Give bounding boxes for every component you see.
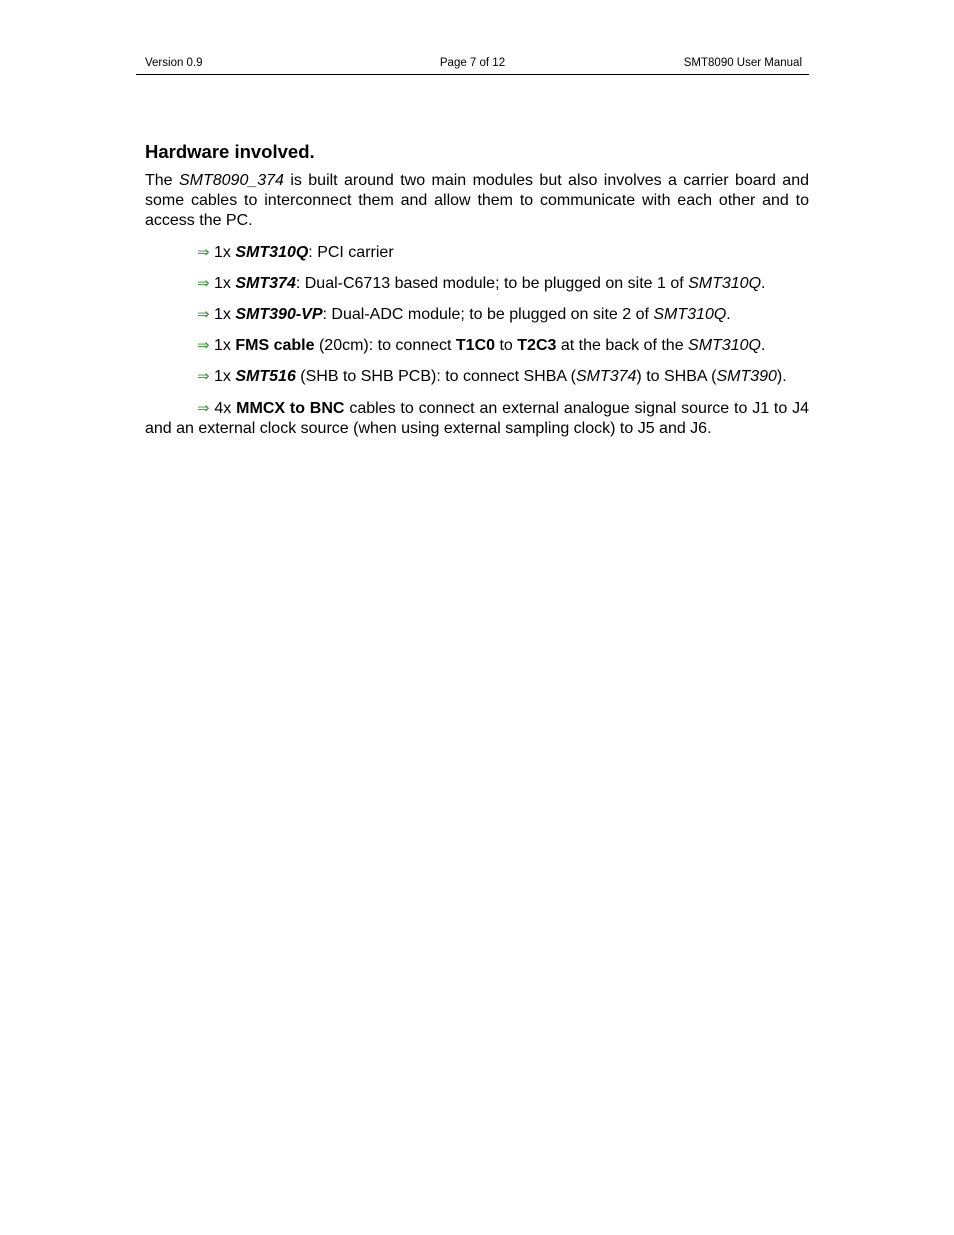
header-version: Version 0.9 <box>145 57 203 69</box>
header-page-number: Page 7 of 12 <box>439 57 506 69</box>
item-text: : PCI carrier <box>308 243 394 261</box>
item-quantity: 1x <box>209 337 236 355</box>
arrow-icon: ⇒ <box>197 336 210 355</box>
item-reference: SMT374 <box>575 368 637 386</box>
item-name: SMT390-VP <box>235 306 323 324</box>
item-name: SMT516 <box>235 368 296 386</box>
item-name: MMCX to BNC <box>236 399 345 417</box>
item-text: (20cm): to connect <box>314 337 456 355</box>
item-text: . <box>726 306 731 324</box>
item-quantity: 1x <box>209 274 236 292</box>
arrow-icon: ⇒ <box>197 398 210 417</box>
intro-text: is built around two main modules but also involves a carrier board and some cables to interconnect them and allow them to communicate with each other and to access the PC. <box>145 172 810 230</box>
item-quantity: 1x <box>209 243 236 261</box>
document-body <box>145 141 809 449</box>
item-text: cables to connect an external analogue signal source to J1 to J4 and an external clock source (when using external sampling clock) to J5 and J6. <box>145 399 809 437</box>
list-item <box>145 335 809 356</box>
arrow-icon: ⇒ <box>197 367 210 386</box>
arrow-icon: ⇒ <box>197 305 210 324</box>
item-text: ) to SHBA ( <box>636 368 717 386</box>
item-name: SMT310Q <box>235 243 309 261</box>
item-reference: SMT310Q <box>653 306 727 324</box>
list-item <box>145 398 809 439</box>
product-name: SMT8090_374 <box>178 172 284 189</box>
item-text: . <box>761 274 766 292</box>
arrow-icon: ⇒ <box>197 242 210 261</box>
item-text: to <box>495 337 518 355</box>
intro-paragraph <box>145 171 809 232</box>
list-item <box>145 304 809 325</box>
page-header <box>136 55 809 75</box>
item-text: at the back of the <box>556 337 689 355</box>
list-item <box>145 242 809 263</box>
connector-name: T1C0 <box>455 337 496 355</box>
header-document-title: SMT8090 User Manual <box>683 57 802 69</box>
item-text: : Dual-C6713 based module; to be plugged on site 1 of <box>295 274 689 292</box>
item-text: : Dual-ADC module; to be plugged on site 2 of <box>322 306 654 324</box>
list-item <box>145 366 809 387</box>
section-title: Hardware involved. <box>145 141 315 162</box>
arrow-icon: ⇒ <box>197 273 210 292</box>
item-text: ). <box>776 368 787 386</box>
item-quantity: 1x <box>209 368 236 386</box>
item-quantity: 1x <box>209 306 236 324</box>
connector-name: T2C3 <box>517 337 557 355</box>
item-reference: SMT310Q <box>688 337 761 355</box>
list-item <box>145 273 809 294</box>
item-text: . <box>760 337 766 355</box>
item-name: SMT374 <box>235 274 296 292</box>
item-name: FMS cable <box>235 337 315 355</box>
item-reference: SMT310Q <box>688 274 762 292</box>
item-text: (SHB to SHB PCB): to connect SHBA ( <box>295 368 576 386</box>
intro-text: The <box>145 172 179 189</box>
item-reference: SMT390 <box>716 368 777 386</box>
item-quantity: 4x <box>209 399 237 417</box>
